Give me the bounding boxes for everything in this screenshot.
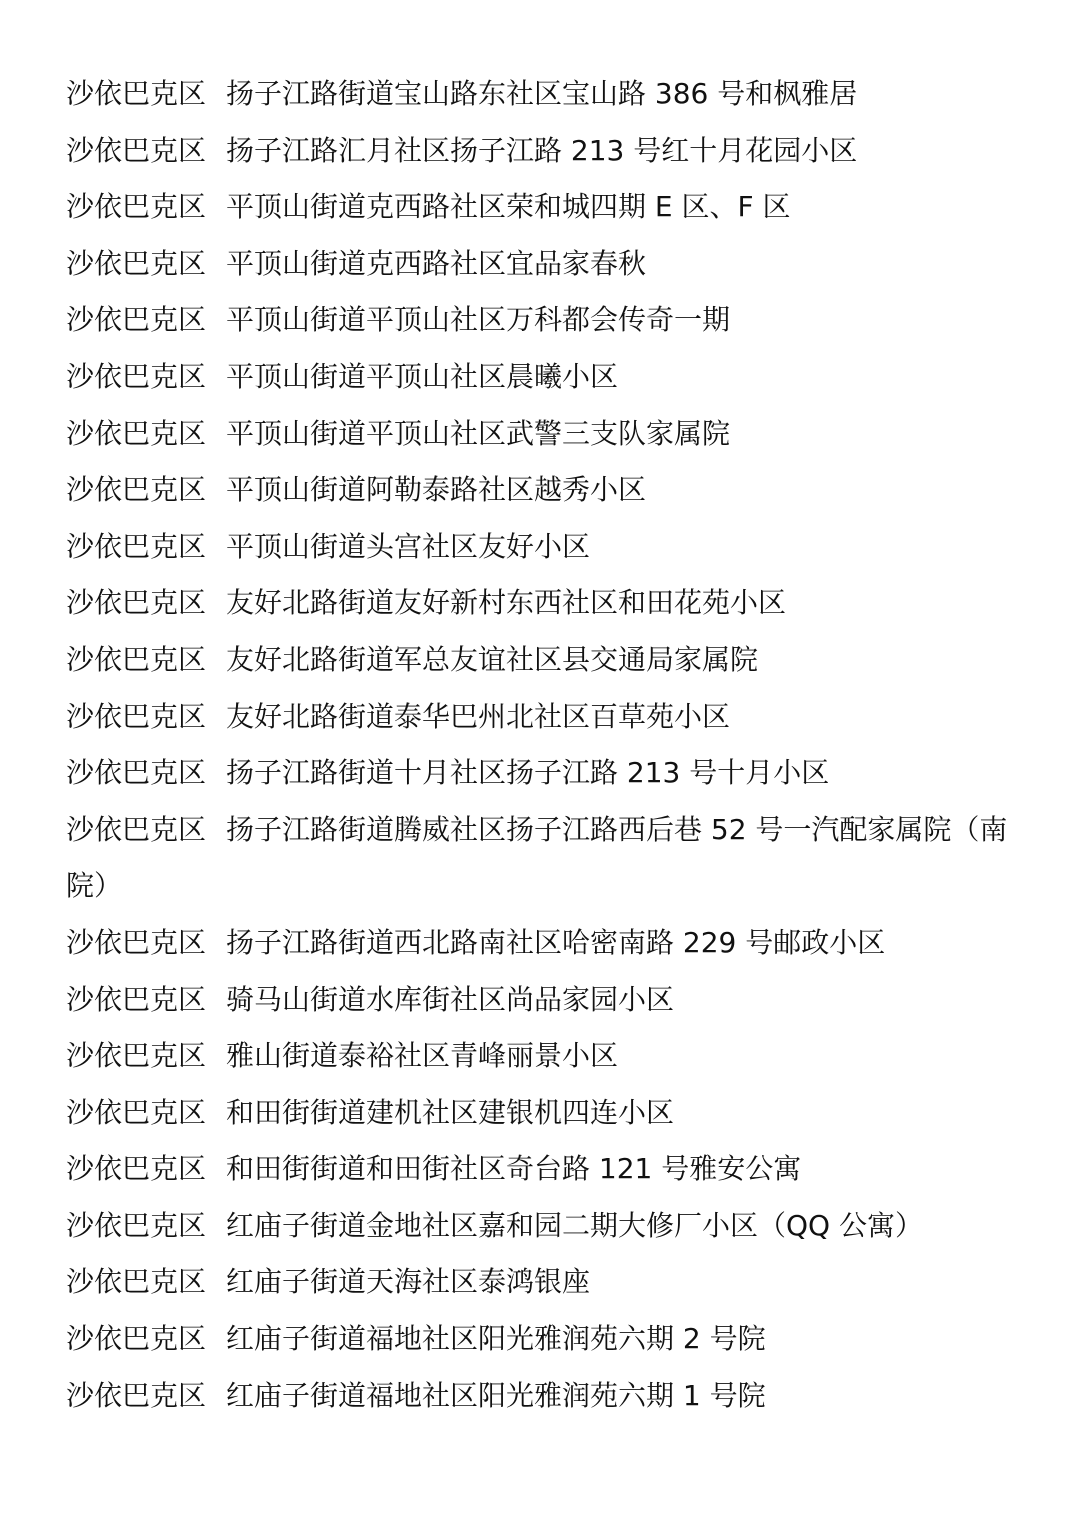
district-name: 沙依巴克区	[66, 982, 207, 1016]
district-name: 沙依巴克区	[66, 1265, 207, 1299]
district-name: 沙依巴克区	[66, 529, 207, 563]
list-item	[66, 349, 1026, 406]
district-name: 沙依巴克区	[66, 1095, 207, 1129]
district-name: 沙依巴克区	[66, 77, 207, 110]
community-address: 红庙子街道金地社区嘉和园二期大修厂小区（QQ 公寓）	[226, 1208, 923, 1242]
district-name: 沙依巴克区	[66, 699, 207, 733]
list-item	[66, 236, 1026, 293]
community-address: 平顶山街道头宫社区友好小区	[226, 529, 591, 563]
list-item	[66, 575, 1026, 632]
community-address: 友好北路街道泰华巴州北社区百草苑小区	[226, 699, 731, 733]
list-item	[66, 1028, 1026, 1085]
community-address: 和田街街道建机社区建银机四连小区	[226, 1095, 675, 1129]
list-item	[66, 689, 1026, 746]
community-address: 红庙子街道天海社区泰鸿银座	[226, 1265, 591, 1299]
district-name: 沙依巴克区	[66, 1039, 207, 1073]
community-address: 扬子江路街道西北路南社区哈密南路 229 号邮政小区	[226, 925, 886, 959]
list-item	[66, 1141, 1026, 1198]
list-item	[66, 462, 1026, 519]
community-address: 平顶山街道克西路社区宜品家春秋	[226, 246, 647, 280]
community-address: 友好北路街道军总友谊社区县交通局家属院	[226, 642, 759, 676]
list-item	[66, 1311, 1026, 1368]
community-address: 平顶山街道平顶山社区晨曦小区	[226, 359, 619, 393]
community-address: 扬子江路街道十月社区扬子江路 213 号十月小区	[226, 756, 830, 790]
community-address: 平顶山街道平顶山社区万科都会传奇一期	[226, 303, 731, 337]
district-name: 沙依巴克区	[66, 1152, 207, 1186]
community-address: 平顶山街道阿勒泰路社区越秀小区	[226, 473, 647, 507]
district-name: 沙依巴克区	[66, 756, 207, 790]
list-item	[66, 406, 1026, 463]
list-item	[66, 802, 1026, 915]
address-list	[66, 66, 1026, 1424]
district-name: 沙依巴克区	[66, 1378, 207, 1412]
community-address: 和田街街道和田街社区奇台路 121 号雅安公寓	[226, 1152, 802, 1186]
district-name: 沙依巴克区	[66, 303, 207, 337]
community-address: 红庙子街道福地社区阳光雅润苑六期 1 号院	[226, 1378, 766, 1412]
district-name: 沙依巴克区	[66, 246, 207, 280]
list-item	[66, 972, 1026, 1029]
list-item	[66, 292, 1026, 349]
district-name: 沙依巴克区	[66, 416, 207, 450]
district-name: 沙依巴克区	[66, 1322, 207, 1356]
list-item	[66, 179, 1026, 236]
district-name: 沙依巴克区	[66, 133, 207, 167]
list-item	[66, 66, 1026, 123]
community-address: 扬子江路汇月社区扬子江路 213 号红十月花园小区	[226, 133, 858, 167]
list-item	[66, 1254, 1026, 1311]
community-address: 扬子江路街道宝山路东社区宝山路 386 号和枫雅居	[226, 77, 858, 110]
list-item	[66, 1085, 1026, 1142]
community-address: 平顶山街道平顶山社区武警三支队家属院	[226, 416, 731, 450]
list-item	[66, 915, 1026, 972]
district-name: 沙依巴克区	[66, 925, 207, 959]
district-name: 沙依巴克区	[66, 359, 207, 393]
district-name: 沙依巴克区	[66, 473, 207, 507]
list-item	[66, 1198, 1026, 1255]
community-address: 骑马山街道水库街社区尚品家园小区	[226, 982, 675, 1016]
community-address: 红庙子街道福地社区阳光雅润苑六期 2 号院	[226, 1322, 766, 1356]
list-item	[66, 632, 1026, 689]
district-name: 沙依巴克区	[66, 642, 207, 676]
district-name: 沙依巴克区	[66, 1208, 207, 1242]
district-name: 沙依巴克区	[66, 190, 207, 224]
community-address: 平顶山街道克西路社区荣和城四期 E 区、F 区	[226, 190, 791, 224]
community-address: 雅山街道泰裕社区青峰丽景小区	[226, 1039, 619, 1073]
list-item	[66, 1368, 1026, 1425]
community-address: 友好北路街道友好新村东西社区和田花苑小区	[226, 586, 787, 620]
list-item	[66, 745, 1026, 802]
district-name: 沙依巴克区	[66, 812, 207, 846]
list-item	[66, 519, 1026, 576]
district-name: 沙依巴克区	[66, 586, 207, 620]
list-item	[66, 123, 1026, 180]
community-address: 扬子江路街道腾威社区扬子江路西后巷 52 号一汽配家属院（南院）	[66, 812, 1008, 903]
